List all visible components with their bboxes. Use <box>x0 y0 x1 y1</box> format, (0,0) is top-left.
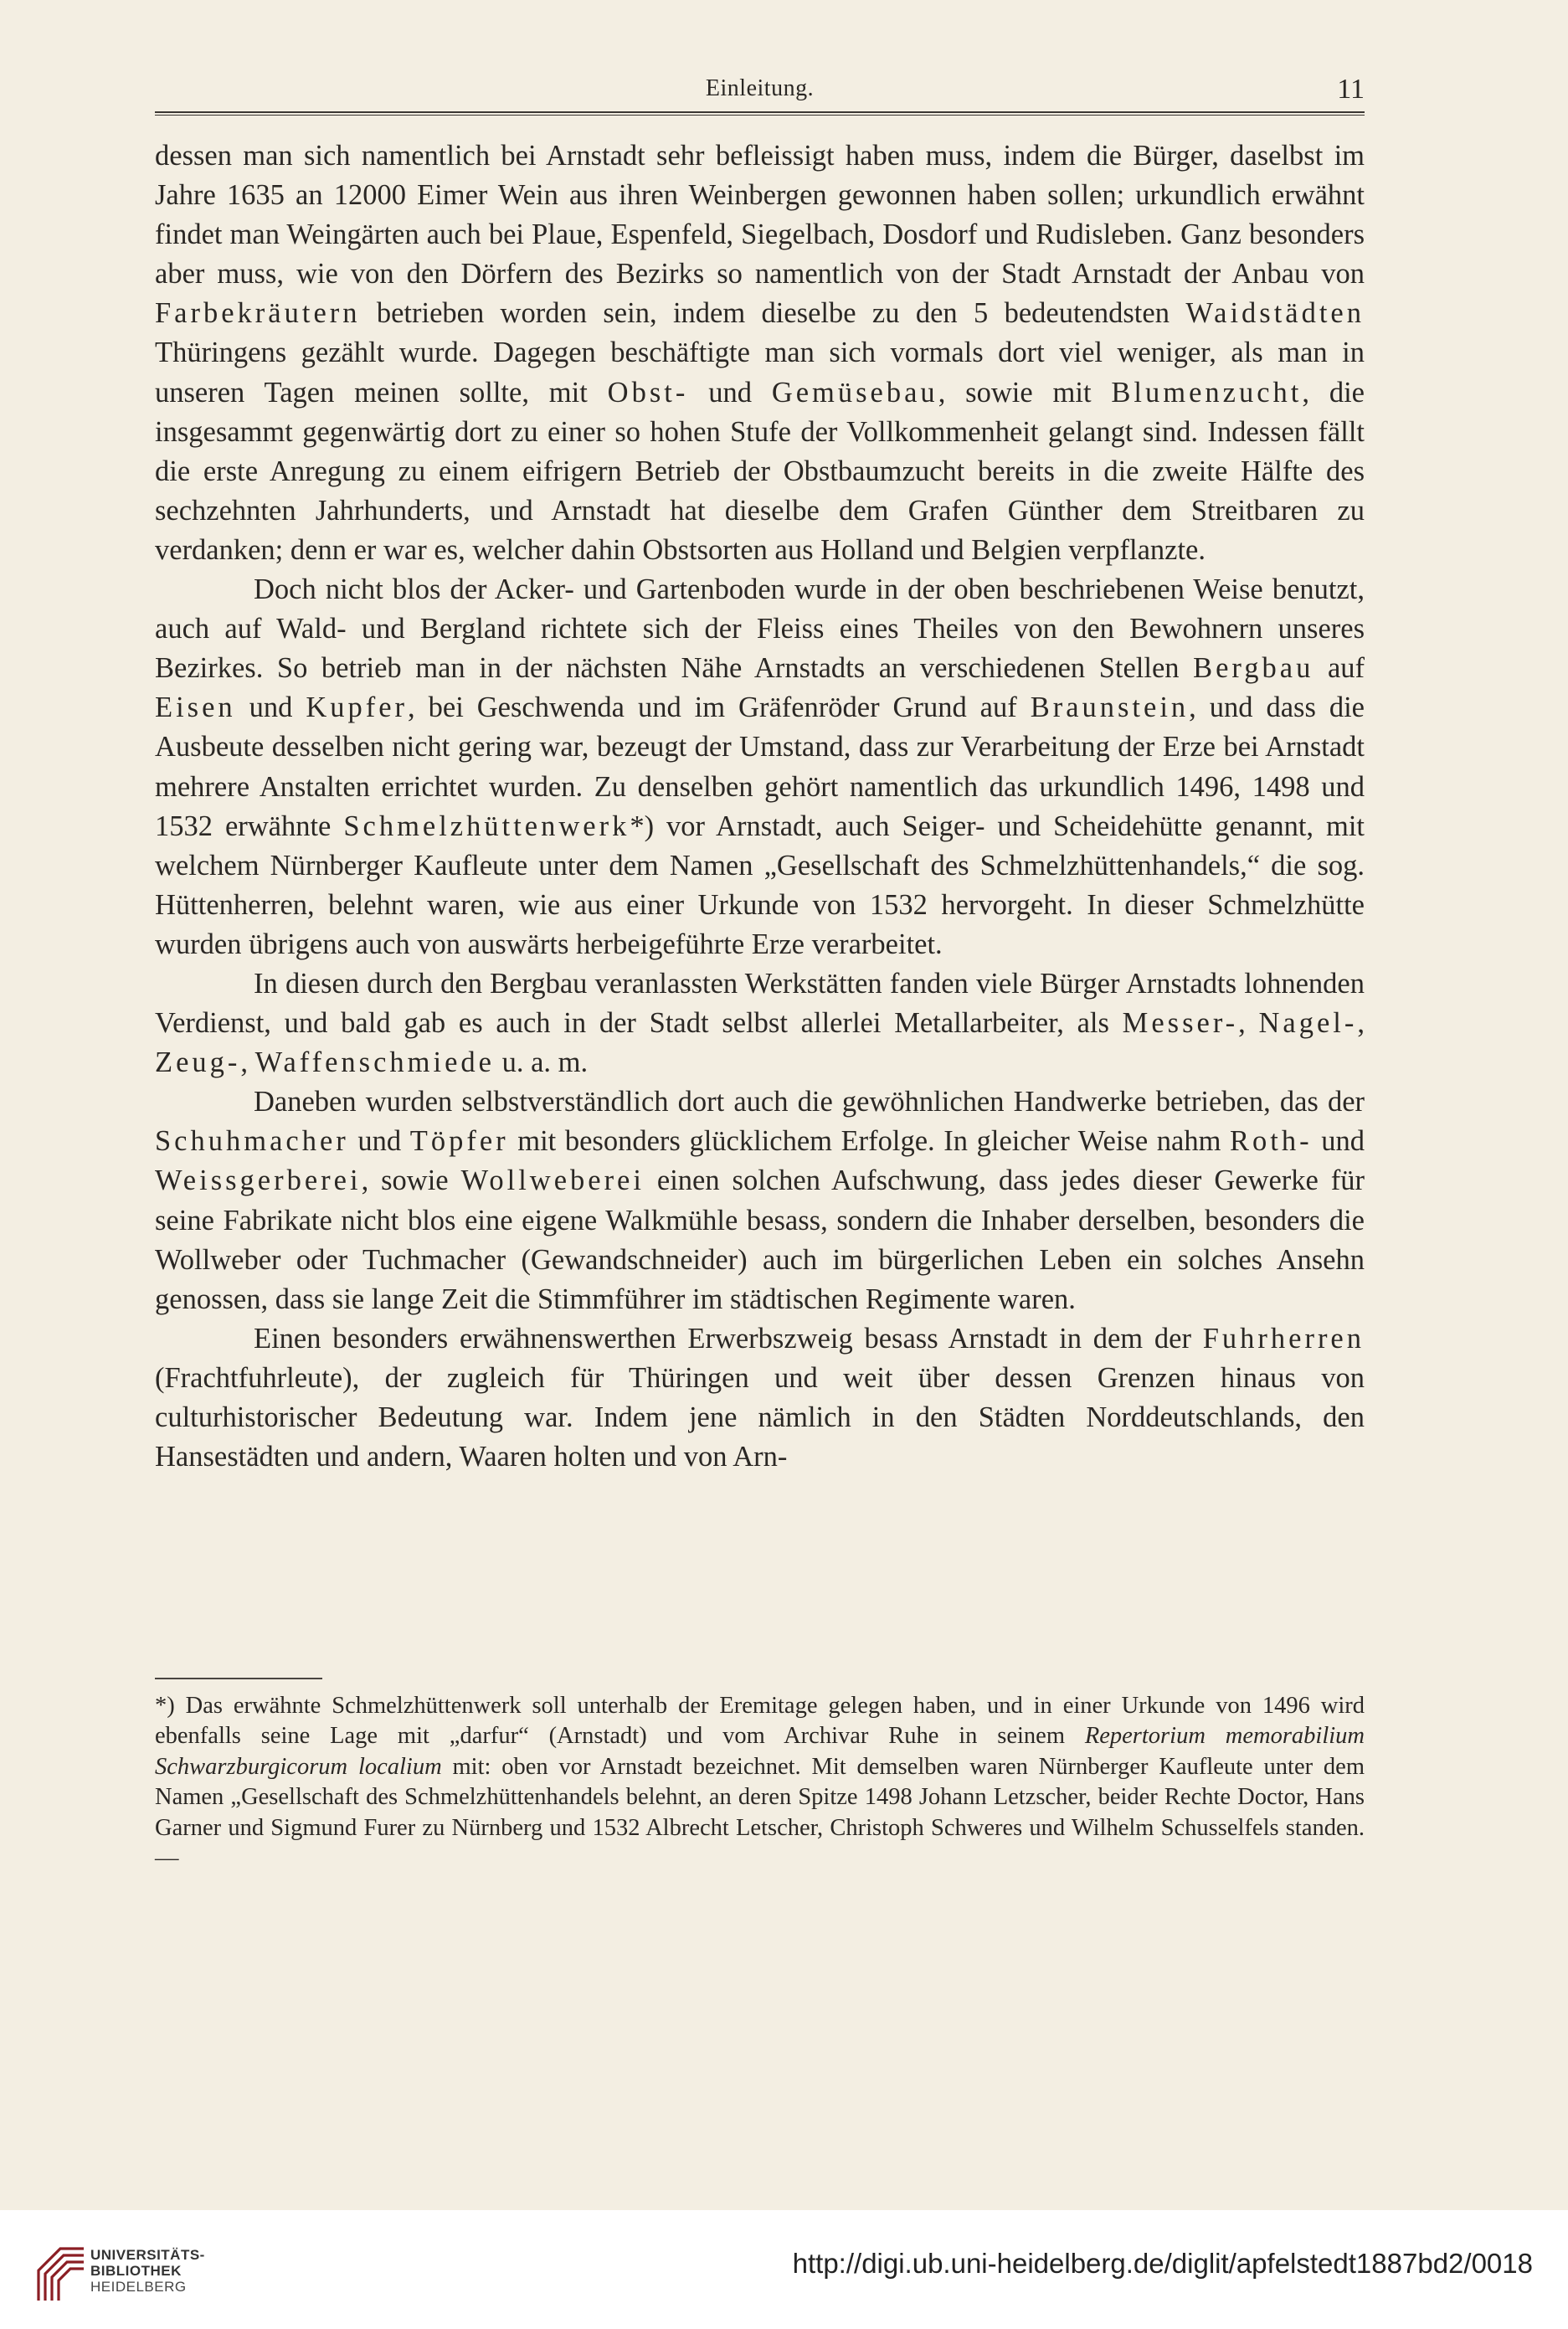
text-run: , sowie mit <box>938 376 1112 409</box>
footnote-separator <box>155 1678 322 1679</box>
text-run: und <box>688 376 772 409</box>
text-run: mit besonders glücklichem Erfolge. In gleicher Weise nahm <box>508 1125 1231 1158</box>
text-run: mit: oben vor Arnstadt bezeichnet. Mit demselben waren Nürnberger Kaufleute unter dem Namen „Gesellschaft des Schmelzhüttenhandels belehnt, an deren Spitze 1498 Johann Letzscher, beider Rechte Doctor, Hans Garner und Sigmund Furer zu Nürnberg und 1532 Albrecht Letscher, Christoph Schweres und Wilhelm Schusselfels standen. — <box>155 1753 1365 1872</box>
footnote-text <box>155 1691 1365 1874</box>
text-run: , <box>240 1046 255 1079</box>
spaced-emphasis: Eisen <box>155 692 236 724</box>
text-run: , bei Geschwenda und im Gräfenröder Grund auf <box>408 692 1031 724</box>
footnote <box>155 1691 1365 1874</box>
spaced-emphasis: Fuhrherren <box>1202 1322 1365 1355</box>
body-text <box>155 136 1365 1477</box>
spaced-emphasis: Schuhmacher <box>155 1125 349 1158</box>
text-run: auf <box>1314 652 1365 685</box>
spaced-emphasis: Schmelzhüttenwerk <box>343 810 630 842</box>
spaced-emphasis: Weissgerberei <box>155 1164 362 1197</box>
library-logo-icon[interactable] <box>35 2242 87 2304</box>
text-run: , <box>1357 1007 1365 1040</box>
running-head <box>155 74 1365 111</box>
text-run: betrieben worden sein, indem dieselbe zu den 5 bedeutendsten <box>360 297 1186 330</box>
text-run: (Frachtfuhrleute), der zugleich für Thüringen und weit über dessen Grenzen hinaus von culturhistorischer Bedeutung war. Indem jene nämlich in den Städten Norddeutschlands, den Hansestädten und andern, Waaren holten und von Arn- <box>155 1361 1365 1473</box>
spaced-emphasis: Blumenzucht <box>1111 376 1303 409</box>
text-run: und <box>348 1125 410 1158</box>
text-run: Daneben wurden selbstverständlich dort auch die gewöhnlichen Handwerke betrieben, das der <box>254 1086 1365 1118</box>
logo-line: HEIDELBERG <box>90 2279 187 2295</box>
paragraph-p5 <box>155 1319 1365 1477</box>
paragraph-p4 <box>155 1082 1365 1319</box>
text-run: , sowie <box>361 1164 461 1197</box>
spaced-emphasis: Waidstädten <box>1185 297 1365 330</box>
text-run: Einen besonders erwähnenswerthen Erwerbszweig besass Arnstadt in dem der <box>254 1322 1203 1355</box>
running-head-title: Einleitung. <box>705 75 815 101</box>
text-run: u. a. m. <box>494 1046 589 1079</box>
text-run: dessen man sich namentlich bei Arnstadt sehr befleissigt haben muss, indem die Bürger, daselbst im Jahre 1635 an 12000 Eimer Wein aus ihren Weinbergen gewonnen haben sollen; urkundlich erwähnt findet man Weingärten auch bei Plaue, Espenfeld, Siegelbach, Dosdorf und Rudisleben. Ganz besonders aber muss, wie von den Dörfern des Bezirks so namentlich von der Stadt Arnstadt der Anbau von <box>155 140 1365 290</box>
text-run: , die insgesammt gegenwärtig dort zu einer so hohen Stufe der Vollkommenheit gelangt sind. Indessen fällt die erste Anregung zu einem eifrigern Betrieb der Obstbaumzucht bereits in die zweite Hälfte des sechzehnten Jahrhunderts, und Arnstadt hat dieselbe dem Grafen Günther dem Streitbaren zu verdanken; denn er war es, welcher dahin Obstsorten aus Holland und Belgien verpflanzte. <box>155 376 1365 566</box>
spaced-emphasis: Bergbau <box>1193 652 1314 685</box>
spaced-emphasis: Wollweberei <box>460 1164 645 1197</box>
spaced-emphasis: Messer- <box>1122 1007 1239 1040</box>
spaced-emphasis: Zeug- <box>155 1046 241 1079</box>
text-run: Doch nicht blos der Acker- und Gartenboden wurde in der oben beschriebenen Weise benutzt, auch auf Wald- und Bergland richtete sich der Fleiss eines Theiles von den Bewohnern unseres Bezirkes. So betrieb man in der nächsten Nähe Arnstadts an verschiedenen Stellen <box>155 573 1365 685</box>
paragraph-p3 <box>155 964 1365 1082</box>
text-run: In diesen durch den Bergbau veranlassten Werkstätten fanden viele Bürger Arnstadts lohnenden Verdienst, und bald gab es auch in der Stadt selbst allerlei Metallarbeiter, als <box>155 967 1365 1040</box>
logo-line: BIBLIOTHEK <box>90 2263 182 2279</box>
italic-title: Repertorium memorabilium Schwarzburgicorum localium <box>155 1723 1365 1780</box>
text-run: *) vor Arnstadt, auch Seiger- und Scheidehütte genannt, mit welchem Nürnberger Kaufleute unter dem Namen „Gesellschaft des Schmelzhüttenhandels,“ die sog. Hüttenherren, belehnt waren, wie aus einer Urkunde von 1532 hervorgeht. In dieser Schmelzhütte wurden übrigens auch von auswärts herbeigeführte Erze verarbeitet. <box>155 810 1365 960</box>
paragraph-p1 <box>155 136 1365 570</box>
spaced-emphasis: Nagel- <box>1258 1007 1358 1040</box>
text-run: und <box>1312 1125 1365 1158</box>
header-rule <box>155 111 1365 116</box>
page-number: 11 <box>1337 74 1365 105</box>
library-logo-text <box>90 2247 205 2295</box>
viewer-footer <box>0 2210 1568 2329</box>
spaced-emphasis: Obst- <box>607 376 689 409</box>
spaced-emphasis: Kupfer <box>306 692 409 724</box>
spaced-emphasis: Roth- <box>1230 1125 1313 1158</box>
source-url-link[interactable]: http://digi.ub.uni-heidelberg.de/diglit/apfelstedt1887bd2/0018 <box>792 2248 1533 2279</box>
spaced-emphasis: Töpfer <box>409 1125 509 1158</box>
spaced-emphasis: Braunstein <box>1030 692 1190 724</box>
logo-line: UNIVERSITÄTS- <box>90 2247 205 2263</box>
text-run: , <box>1238 1007 1259 1040</box>
spaced-emphasis: Farbekräutern <box>155 297 361 330</box>
spaced-emphasis: Gemüsebau <box>771 376 938 409</box>
text-run: *) Das erwähnte Schmelzhüttenwerk soll unterhalb der Eremitage gelegen haben, und in einer Urkunde von 1496 wird ebenfalls seine Lage mit „darfur“ (Arnstadt) und vom Archivar Ruhe in seinem <box>155 1693 1365 1750</box>
text-run: und <box>235 692 306 724</box>
text-run: einen solchen Aufschwung, dass jedes dieser Gewerke für seine Fabrikate nicht blos eine eigene Walkmühle besass, sondern die Inhaber derselben, besonders die Wollweber oder Tuchmacher (Gewandschneider) auch im bürgerlichen Leben ein solches Ansehn genossen, dass sie lange Zeit die Stimmführer im städtischen Regimente waren. <box>155 1164 1365 1315</box>
paragraph-p2 <box>155 570 1365 964</box>
text-run: Thüringens gezählt wurde. Dagegen beschäftigte man sich vormals dort viel weniger, als man in unseren Tagen meinen sollte, mit <box>155 337 1365 409</box>
text-run: , und dass die Ausbeute desselben nicht gering war, bezeugt der Umstand, dass zur Verarbeitung der Erze bei Arnstadt mehrere Anstalten errichtet wurden. Zu denselben gehört namentlich das urkundlich 1496, 1498 und 1532 erwähnte <box>155 692 1365 842</box>
spaced-emphasis: Waffenschmiede <box>254 1046 495 1079</box>
